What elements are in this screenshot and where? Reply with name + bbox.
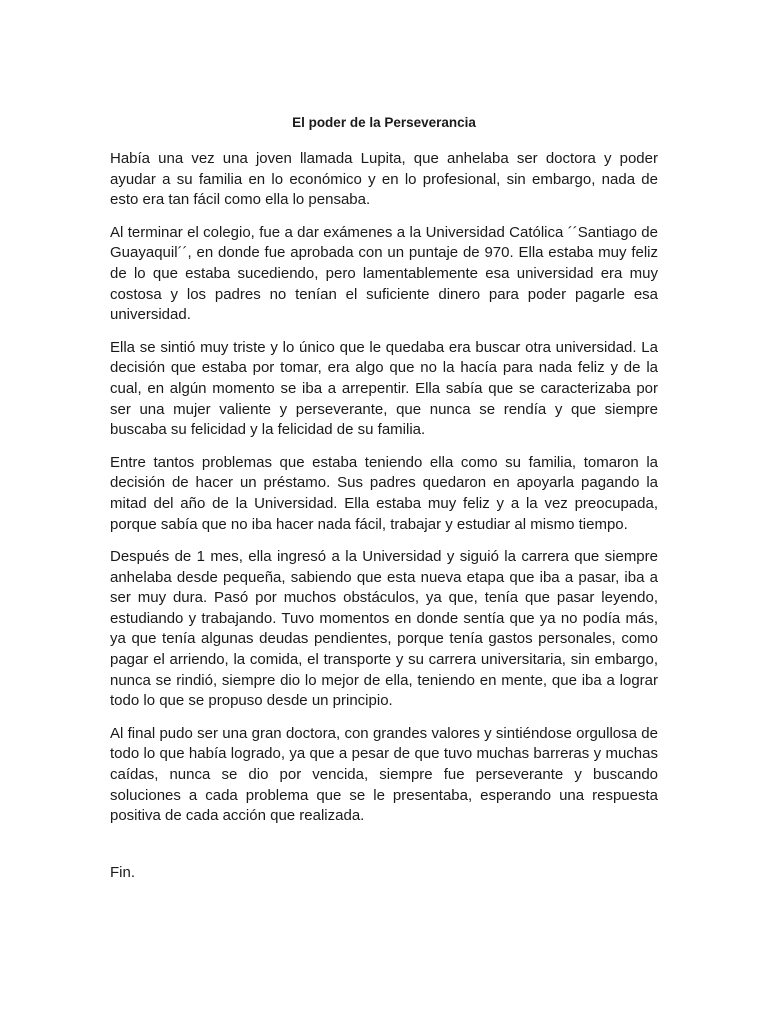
paragraph: Ella se sintió muy triste y lo único que le quedaba era buscar otra universidad. La decisión que estaba por tomar, era algo que no la hacía para nada feliz y de la cual, en algún momento se iba a arrepentir. Ella sabía que se caracterizaba por ser una mujer valiente y perseverante, que nunca se rendía y que siempre buscaba su felicidad y la felicidad de su familia. [110,338,658,439]
paragraph: Había una vez una joven llamada Lupita, que anhelaba ser doctora y poder ayudar a su familia en lo económico y en lo profesional, sin embargo, nada de esto era tan fácil como ella lo pensaba. [110,150,658,209]
ending-text: Fin. [110,863,136,881]
paragraph: Después de 1 mes, ella ingresó a la Universidad y siguió la carrera que siempre anhelaba desde pequeña, sabiendo que esta nueva etapa que iba a pasar, iba a ser muy dura. Pasó por muchos obstáculos, ya que, tenía que pasar leyendo, estudiando y trabajando. Tuvo momentos en donde sentía que ya no podía más, ya que tenía algunas deudas pendientes, porque tenía gastos personales, como pagar el arriendo, la comida, el transporte y su carrera universitaria, sin embargo, nunca se rindió, siempre dio lo mejor de ella, teniendo en mente, que iba a lograr todo lo que se propuso desde un principio. [110,548,658,710]
paragraph: Entre tantos problemas que estaba teniendo ella como su familia, tomaron la decisión de hacer un préstamo. Sus padres quedaron en apoyarla pagando la mitad del año de la Universidad. Ella estaba muy feliz y a la vez preocupada, porque sabía que no iba hacer nada fácil, trabajar y estudiar al mismo tiempo. [110,453,658,533]
paragraph: Al terminar el colegio, fue a dar exámenes a la Universidad Católica ´´Santiago de Guayaquil´´, en donde fue aprobada con un puntaje de 970. Ella estaba muy feliz de lo que estaba sucediendo, pero lamentablemente esa universidad era muy costosa y los padres no tenían el suficiente dinero para poder pagarle esa universidad. [110,223,658,324]
document-body [110,149,658,895]
paragraph: Al final pudo ser una gran doctora, con grandes valores y sintiéndose orgullosa de todo lo que había logrado, ya que a pesar de que tuvo muchas barreras y muchas caídas, nunca se dio por vencida, siempre fue perseverante y buscando soluciones a cada problema que se le presentaba, esperando una respuesta positiva de cada acción que realizada. [110,724,658,825]
document-title: El poder de la Perseverancia [292,115,476,130]
